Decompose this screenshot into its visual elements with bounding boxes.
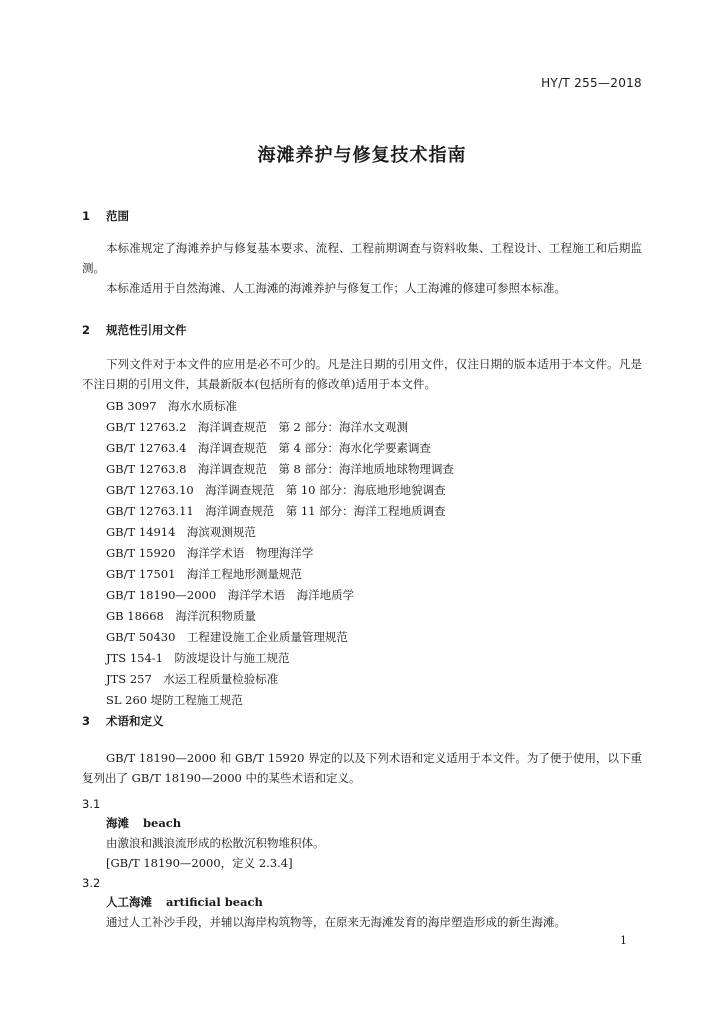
term-heading <box>106 815 181 831</box>
reference-item: JTS 154-1 防波堤设计与施工规范 <box>106 651 290 665</box>
term-en: artificial beach <box>166 895 263 909</box>
term-number: 3.2 <box>82 876 101 890</box>
reference-item: GB/T 18190—2000 海洋学术语 海洋地质学 <box>106 588 355 602</box>
term-zh: 海滩 <box>106 816 129 830</box>
reference-item: SL 260 堤防工程施工规范 <box>106 693 243 707</box>
section-number: 3 <box>82 714 91 728</box>
page-number: 1 <box>620 934 627 947</box>
reference-item: GB/T 12763.8 海洋调查规范 第 8 部分：海洋地质地球物理调查 <box>106 462 455 476</box>
reference-item: GB/T 15920 海洋学术语 物理海洋学 <box>106 546 314 560</box>
section-2-intro: 下列文件对于本文件的应用是必不可少的。凡是注日期的引用文件，仅注日期的版本适用于本文件。凡是不注日期的引用文件，其最新版本(包括所有的修改单)适用于本文件。 <box>82 357 642 391</box>
section-number: 2 <box>82 323 91 337</box>
section-title: 术语和定义 <box>106 714 164 728</box>
term-definition: 由激浪和溅浪流形成的松散沉积物堆积体。 <box>106 836 325 850</box>
reference-item: GB/T 14914 海滨观测规范 <box>106 525 256 539</box>
section-1-heading <box>82 208 129 224</box>
reference-item: GB/T 50430 工程建设施工企业质量管理规范 <box>106 630 348 644</box>
reference-item: GB/T 12763.11 海洋调查规范 第 11 部分：海洋工程地质调查 <box>106 504 446 518</box>
term-source: [GB/T 18190—2000，定义 2.3.4] <box>106 856 293 870</box>
reference-item: JTS 257 水运工程质量检验标准 <box>106 672 279 686</box>
standard-number: HY/T 255—2018 <box>541 76 642 90</box>
normative-reference-list <box>106 396 454 711</box>
section-3-intro: GB/T 18190—2000 和 GB/T 15920 界定的以及下列术语和定义适用于本文件。为了便于使用，以下重复列出了 GB/T 18190—2000 中的某些术语和定义。 <box>82 751 642 785</box>
term-en: beach <box>143 816 182 830</box>
section-title: 规范性引用文件 <box>106 323 187 337</box>
term-number: 3.1 <box>82 797 101 811</box>
section-1-paragraph-2: 本标准适用于自然海滩、人工海滩的海滩养护与修复工作；人工海滩的修建可参照本标准。 <box>106 281 566 295</box>
reference-item: GB/T 12763.10 海洋调查规范 第 10 部分：海底地形地貌调查 <box>106 483 446 497</box>
reference-item: GB/T 12763.2 海洋调查规范 第 2 部分：海洋水文观测 <box>106 420 409 434</box>
term-definition: 通过人工补沙手段，并辅以海岸构筑物等，在原来无海滩发育的海岸塑造形成的新生海滩。 <box>106 915 566 929</box>
reference-item: GB 18668 海洋沉积物质量 <box>106 609 256 623</box>
document-title: 海滩养护与修复技术指南 <box>257 145 467 166</box>
section-1-paragraph-1: 本标准规定了海滩养护与修复基本要求、流程、工程前期调查与资料收集、工程设计、工程施工和后期监测。 <box>82 241 642 275</box>
section-2-heading <box>82 322 187 338</box>
term-zh: 人工海滩 <box>106 895 152 909</box>
term-heading <box>106 894 263 910</box>
section-3-heading <box>82 713 164 729</box>
reference-item: GB 3097 海水水质标准 <box>106 399 238 413</box>
section-number: 1 <box>82 209 91 223</box>
section-title: 范围 <box>106 209 129 223</box>
reference-item: GB/T 17501 海洋工程地形测量规范 <box>106 567 302 581</box>
reference-item: GB/T 12763.4 海洋调查规范 第 4 部分：海水化学要素调查 <box>106 441 432 455</box>
